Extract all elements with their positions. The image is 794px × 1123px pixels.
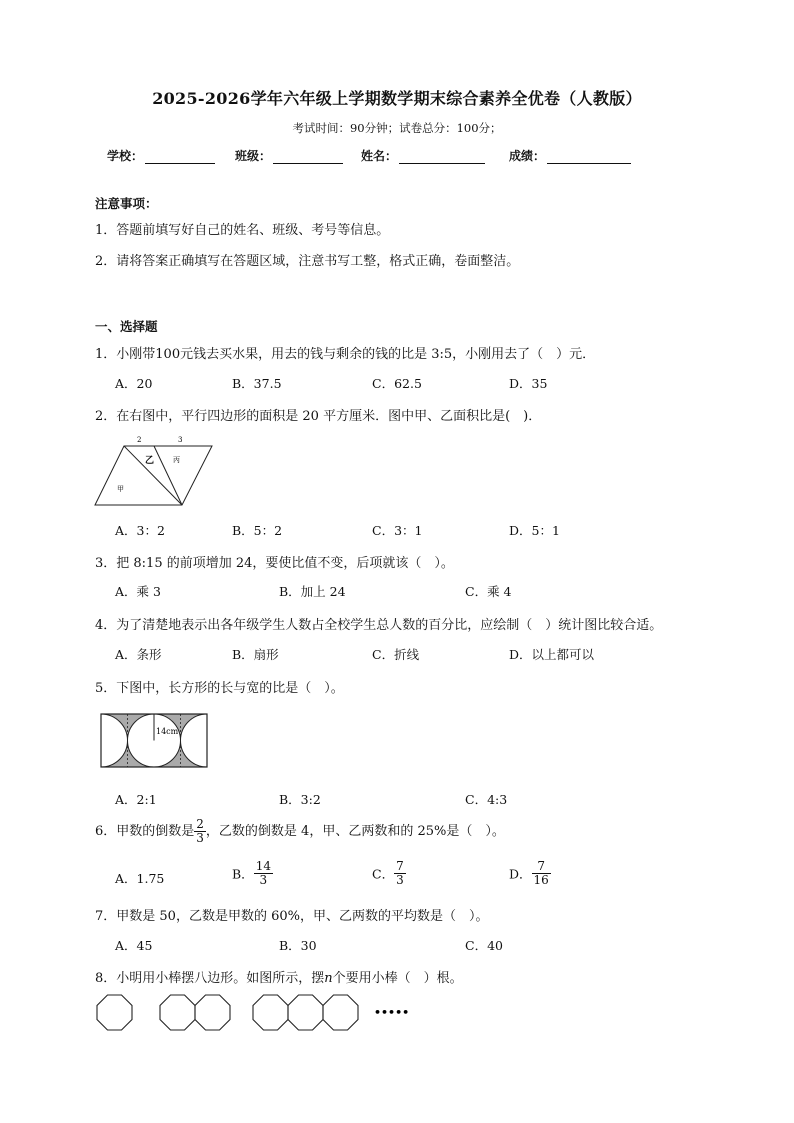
question-3-stem: 3．把 8:15 的前项增加 24，要使比值不变，后项就该（ ）。	[95, 556, 454, 571]
q6-stem-after: ，乙数的倒数是 4，甲、乙两数和的 25%是（ ）。	[205, 824, 505, 839]
q2-option-c[interactable]: C．3：1	[372, 523, 423, 538]
fraction-numerator: 7	[396, 859, 404, 873]
q2-option-b[interactable]: B．5：2	[232, 523, 283, 538]
q4-option-d[interactable]: D．以上都可以	[509, 647, 595, 662]
octagon-shape	[253, 995, 288, 1030]
q5-option-b[interactable]: B．3:2	[279, 792, 321, 807]
q3-option-b[interactable]: B．加上 24	[279, 584, 346, 599]
fraction-numerator: 2	[196, 817, 204, 831]
name-label: 姓名：	[361, 149, 398, 163]
question-5-stem: 5．下图中，长方形的长与宽的比是（ ）。	[95, 681, 344, 696]
fig2-label-2: 2	[137, 436, 142, 444]
octagon-shape	[288, 995, 323, 1030]
fraction-denominator: 3	[254, 873, 273, 887]
q6-stem-before: 6．甲数的倒数是	[95, 824, 195, 839]
page-title: 2025-2026学年六年级上学期数学期末综合素养全优卷（人教版）	[152, 89, 642, 108]
fig2-label-3: 3	[178, 436, 183, 444]
q4-option-c[interactable]: C．折线	[372, 647, 420, 662]
school-label: 学校：	[107, 149, 144, 163]
q1-option-b[interactable]: B．37.5	[232, 376, 282, 391]
option-letter: B．	[232, 866, 254, 882]
octagon-shape	[160, 995, 195, 1030]
q8-stem-before: 8．小明用小棒摆八边形。如图所示，摆	[95, 971, 325, 986]
fraction-denominator: 3	[396, 873, 404, 887]
q3-option-a[interactable]: A．乘 3	[115, 584, 161, 599]
fraction-denominator: 3	[196, 831, 204, 845]
fig2-label-bing: 丙	[173, 456, 180, 464]
q1-option-d[interactable]: D．35	[509, 376, 548, 391]
fraction-numerator: 14	[255, 859, 271, 873]
fig2-label-yi: 乙	[145, 456, 155, 466]
octagon-shape	[195, 995, 230, 1030]
octagon-shape	[323, 995, 358, 1030]
note-item: 2．请将答案正确填写在答题区域，注意书写工整，格式正确，卷面整洁。	[95, 254, 520, 269]
q5-option-c[interactable]: C．4:3	[465, 792, 508, 807]
q4-option-b[interactable]: B．扇形	[232, 647, 279, 662]
class-label: 班级：	[235, 149, 272, 163]
note-item: 1．答题前填写好自己的姓名、班级、考号等信息。	[95, 223, 390, 238]
question-1-stem: 1．小刚带100元钱去买水果，用去的钱与剩余的钱的比是 3:5，小刚用去了（ ）元．	[95, 347, 596, 362]
fig2-label-jia: 甲	[117, 485, 124, 493]
question-2-stem: 2．在右图中，平行四边形的面积是 20 平方厘米．图中甲、乙面积比是( )．	[95, 409, 542, 424]
fig8-dots: •••••	[374, 1006, 410, 1019]
q1-option-c[interactable]: C．62.5	[372, 376, 422, 391]
q6-option-a[interactable]: A．1.75	[115, 871, 165, 886]
octagon-shape	[97, 995, 132, 1030]
q5-option-a[interactable]: A．2:1	[115, 792, 157, 807]
option-letter: D．	[509, 866, 532, 882]
fraction-denominator: 16	[533, 873, 549, 887]
q7-option-c[interactable]: C．40	[465, 938, 503, 953]
q2-option-d[interactable]: D．5：1	[509, 523, 560, 538]
q7-option-a[interactable]: A．45	[115, 938, 153, 953]
notes-heading: 注意事项：	[95, 196, 158, 211]
q3-option-c[interactable]: C．乘 4	[465, 584, 512, 599]
q2-option-a[interactable]: A．3：2	[115, 523, 165, 538]
question-4-stem: 4．为了清楚地表示出各年级学生人数占全校学生总人数的百分比，应绘制（ ）统计图比较合适。	[95, 618, 663, 633]
section-heading: 一、选择题	[95, 319, 158, 334]
question-7-stem: 7．甲数是 50，乙数是甲数的 60%，甲、乙两数的平均数是（ ）。	[95, 909, 489, 924]
fig5-label-radius: 14cm	[156, 727, 179, 736]
q4-option-a[interactable]: A．条形	[115, 647, 162, 662]
fraction-numerator: 7	[537, 859, 545, 873]
q1-option-a[interactable]: A．20	[115, 376, 153, 391]
q8-stem-after: 个要用小棒（ ）根。	[332, 971, 463, 986]
q7-option-b[interactable]: B．30	[279, 938, 317, 953]
option-letter: C．	[372, 866, 395, 882]
score-label: 成绩：	[509, 149, 546, 163]
q8-variable-n: n	[324, 971, 333, 986]
exam-info: 考试时间：90分钟；试卷总分：100分；	[292, 121, 502, 135]
